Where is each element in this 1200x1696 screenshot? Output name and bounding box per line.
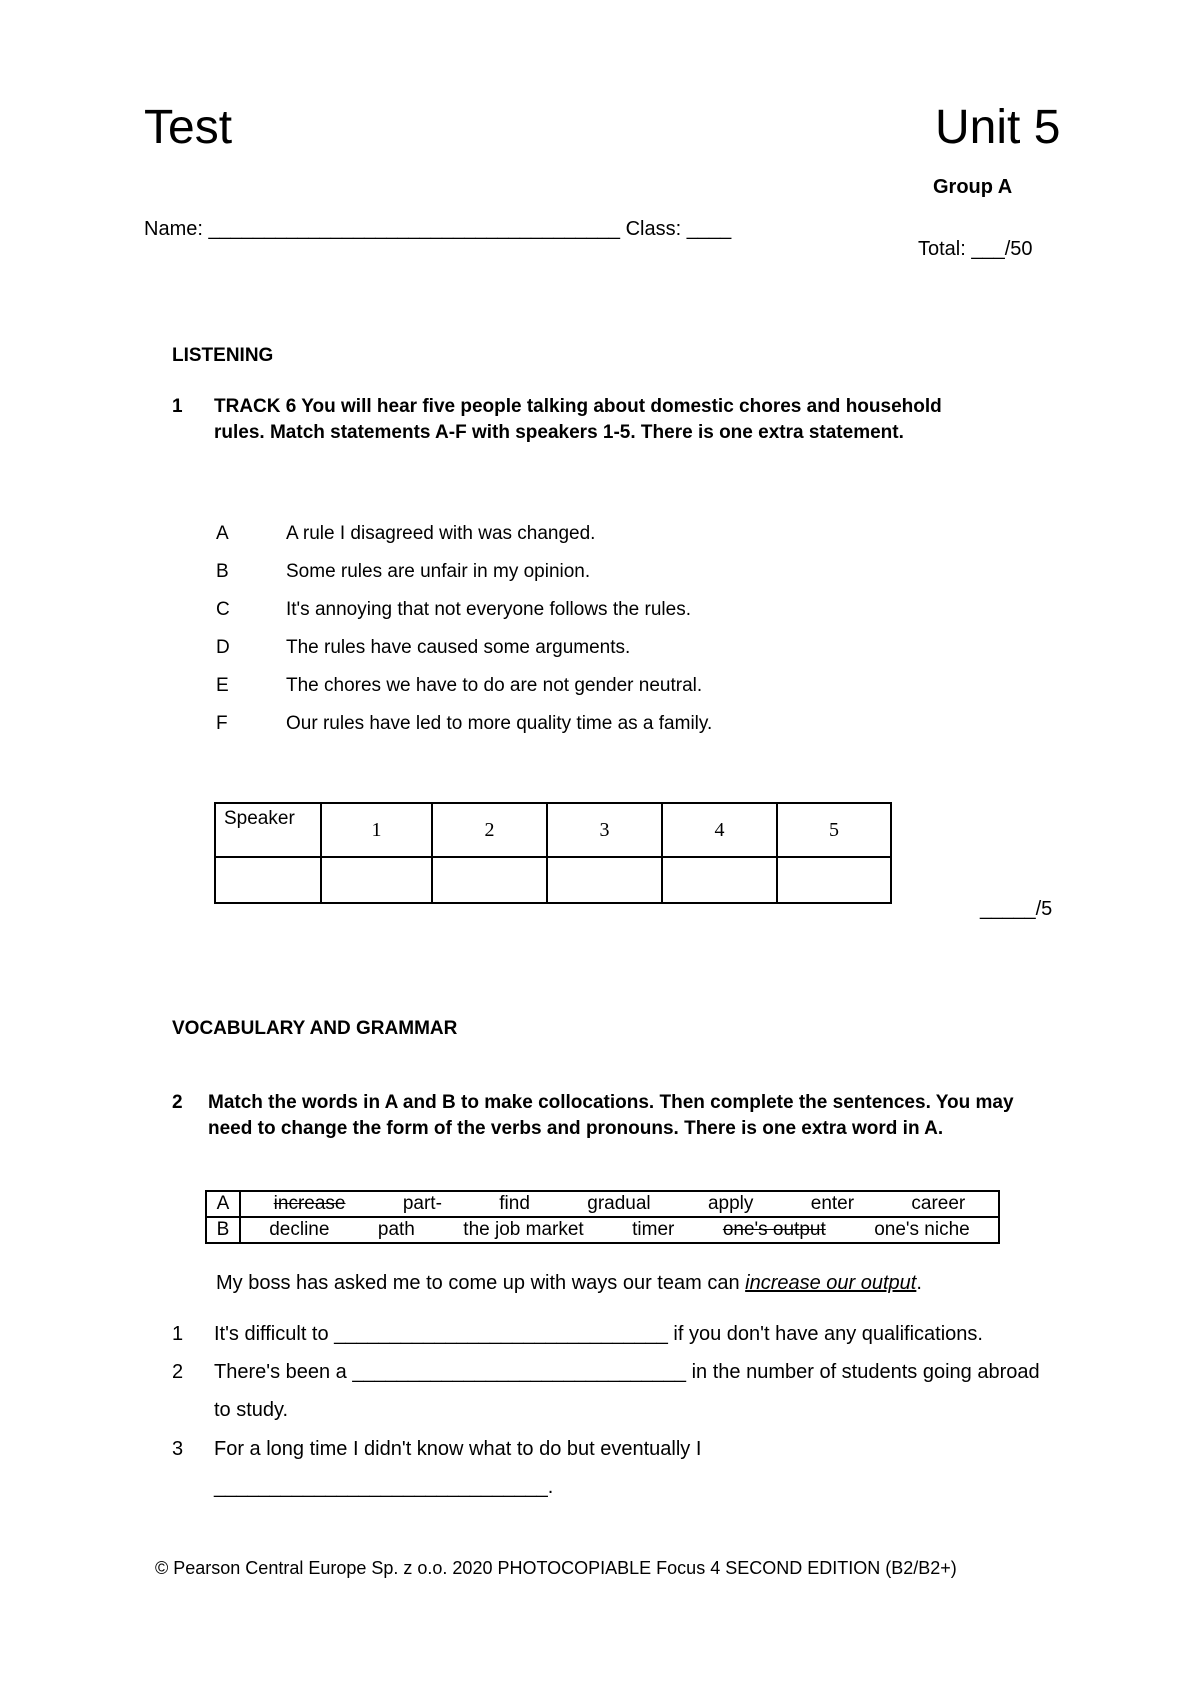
name-class-line: Name: _____________________________________ Class: ____: [144, 218, 732, 240]
word-a: enter: [810, 1193, 855, 1214]
answer-cell[interactable]: [215, 857, 321, 903]
word-a: increase: [273, 1193, 346, 1214]
statement-d: [216, 636, 996, 660]
question-text[interactable]: For a long time I didn't know what to do but eventually I ______________________________.: [214, 1438, 702, 1498]
copyright-footer: © Pearson Central Europe Sp. z o.o. 2020 PHOTOCOPIABLE Focus 4 SECOND EDITION (B2/B2+): [155, 1558, 957, 1578]
question-text[interactable]: It's difficult to ______________________________ if you don't have any qualifications.: [214, 1323, 983, 1345]
table-row: [206, 1217, 999, 1243]
speaker-number: 2: [432, 803, 547, 857]
vocab-heading: VOCABULARY AND GRAMMAR: [172, 1018, 458, 1039]
speaker-number: 4: [662, 803, 777, 857]
statement-letter: E: [216, 675, 229, 696]
statement-text: A rule I disagreed with was changed.: [286, 523, 596, 544]
statement-text: Our rules have led to more quality time as a family.: [286, 713, 713, 734]
vocab-instruction: [172, 1090, 1052, 1170]
example-text: My boss has asked me to come up with ways our team can: [216, 1272, 746, 1294]
test-title: Test: [144, 101, 233, 154]
statement-text: It's annoying that not everyone follows the rules.: [286, 599, 691, 620]
total-score: Total: ___/50: [918, 238, 1033, 260]
example-end: .: [916, 1272, 922, 1294]
example-answer: increase our output: [745, 1272, 917, 1294]
listening-score: _____/5: [980, 898, 1053, 920]
row-a-words: [240, 1191, 999, 1217]
statement-c: [216, 598, 996, 622]
instruction-text: Match the words in A and B to make collocations. Then complete the sentences. You may need to change the form of the verbs and pronouns. There is one extra word in A.: [208, 1092, 1014, 1139]
word-b: one's output: [722, 1219, 826, 1240]
answer-cell[interactable]: [432, 857, 547, 903]
answer-cell[interactable]: [321, 857, 432, 903]
statement-letter: C: [216, 599, 230, 620]
word-b: timer: [632, 1219, 675, 1240]
question-text[interactable]: There's been a ______________________________ in the number of students going abroad to study.: [214, 1361, 1040, 1421]
word-a: gradual: [587, 1193, 651, 1214]
statement-letter: B: [216, 561, 229, 582]
row-label: A: [206, 1191, 240, 1217]
statement-text: The chores we have to do are not gender neutral.: [286, 675, 703, 696]
speaker-number: 5: [777, 803, 891, 857]
row-label: B: [206, 1217, 240, 1243]
listening-instruction: [172, 394, 1012, 474]
answer-cell[interactable]: [777, 857, 891, 903]
word-b: one's niche: [874, 1219, 970, 1240]
question-number: 1: [172, 1323, 184, 1345]
instruction-text: TRACK 6 You will hear five people talking about domestic chores and household rules. Match statements A-F with speakers 1-5. There is one extra statement.: [214, 396, 942, 443]
collocation-table: [205, 1190, 1000, 1244]
answer-cell[interactable]: [662, 857, 777, 903]
group-label: Group A: [933, 176, 1013, 198]
word-a: apply: [707, 1193, 754, 1214]
listening-heading: LISTENING: [172, 345, 274, 366]
statement-letter: F: [216, 713, 228, 734]
table-row: [215, 803, 891, 857]
word-a: career: [911, 1193, 966, 1214]
word-b: decline: [269, 1219, 330, 1240]
row-b-words: [240, 1217, 999, 1243]
statement-a: [216, 522, 996, 546]
statement-text: Some rules are unfair in my opinion.: [286, 561, 591, 582]
table-row: [215, 857, 891, 903]
word-b: path: [377, 1219, 415, 1240]
statement-e: [216, 674, 996, 698]
statement-b: [216, 560, 996, 584]
question-3: [172, 1430, 1092, 1506]
word-b: the job market: [463, 1219, 584, 1240]
speaker-answer-table: [214, 802, 892, 904]
example-sentence: [216, 1272, 922, 1295]
question-number: 2: [172, 1361, 184, 1383]
exercise-number: 2: [172, 1092, 183, 1113]
word-a: part-: [402, 1193, 442, 1214]
question-number: 3: [172, 1438, 184, 1460]
statement-letter: A: [216, 523, 229, 544]
speaker-number: 1: [321, 803, 432, 857]
speaker-number: 3: [547, 803, 662, 857]
word-a: find: [499, 1193, 530, 1214]
question-1: [172, 1315, 1092, 1353]
statement-letter: D: [216, 637, 230, 658]
question-2: [172, 1353, 1092, 1429]
exercise-number: 1: [172, 396, 183, 417]
answer-cell[interactable]: [547, 857, 662, 903]
statement-text: The rules have caused some arguments.: [286, 637, 631, 658]
speaker-header: Speaker: [215, 803, 321, 857]
unit-title: Unit 5: [935, 101, 1061, 154]
statement-f: [216, 712, 996, 736]
table-row: [206, 1191, 999, 1217]
